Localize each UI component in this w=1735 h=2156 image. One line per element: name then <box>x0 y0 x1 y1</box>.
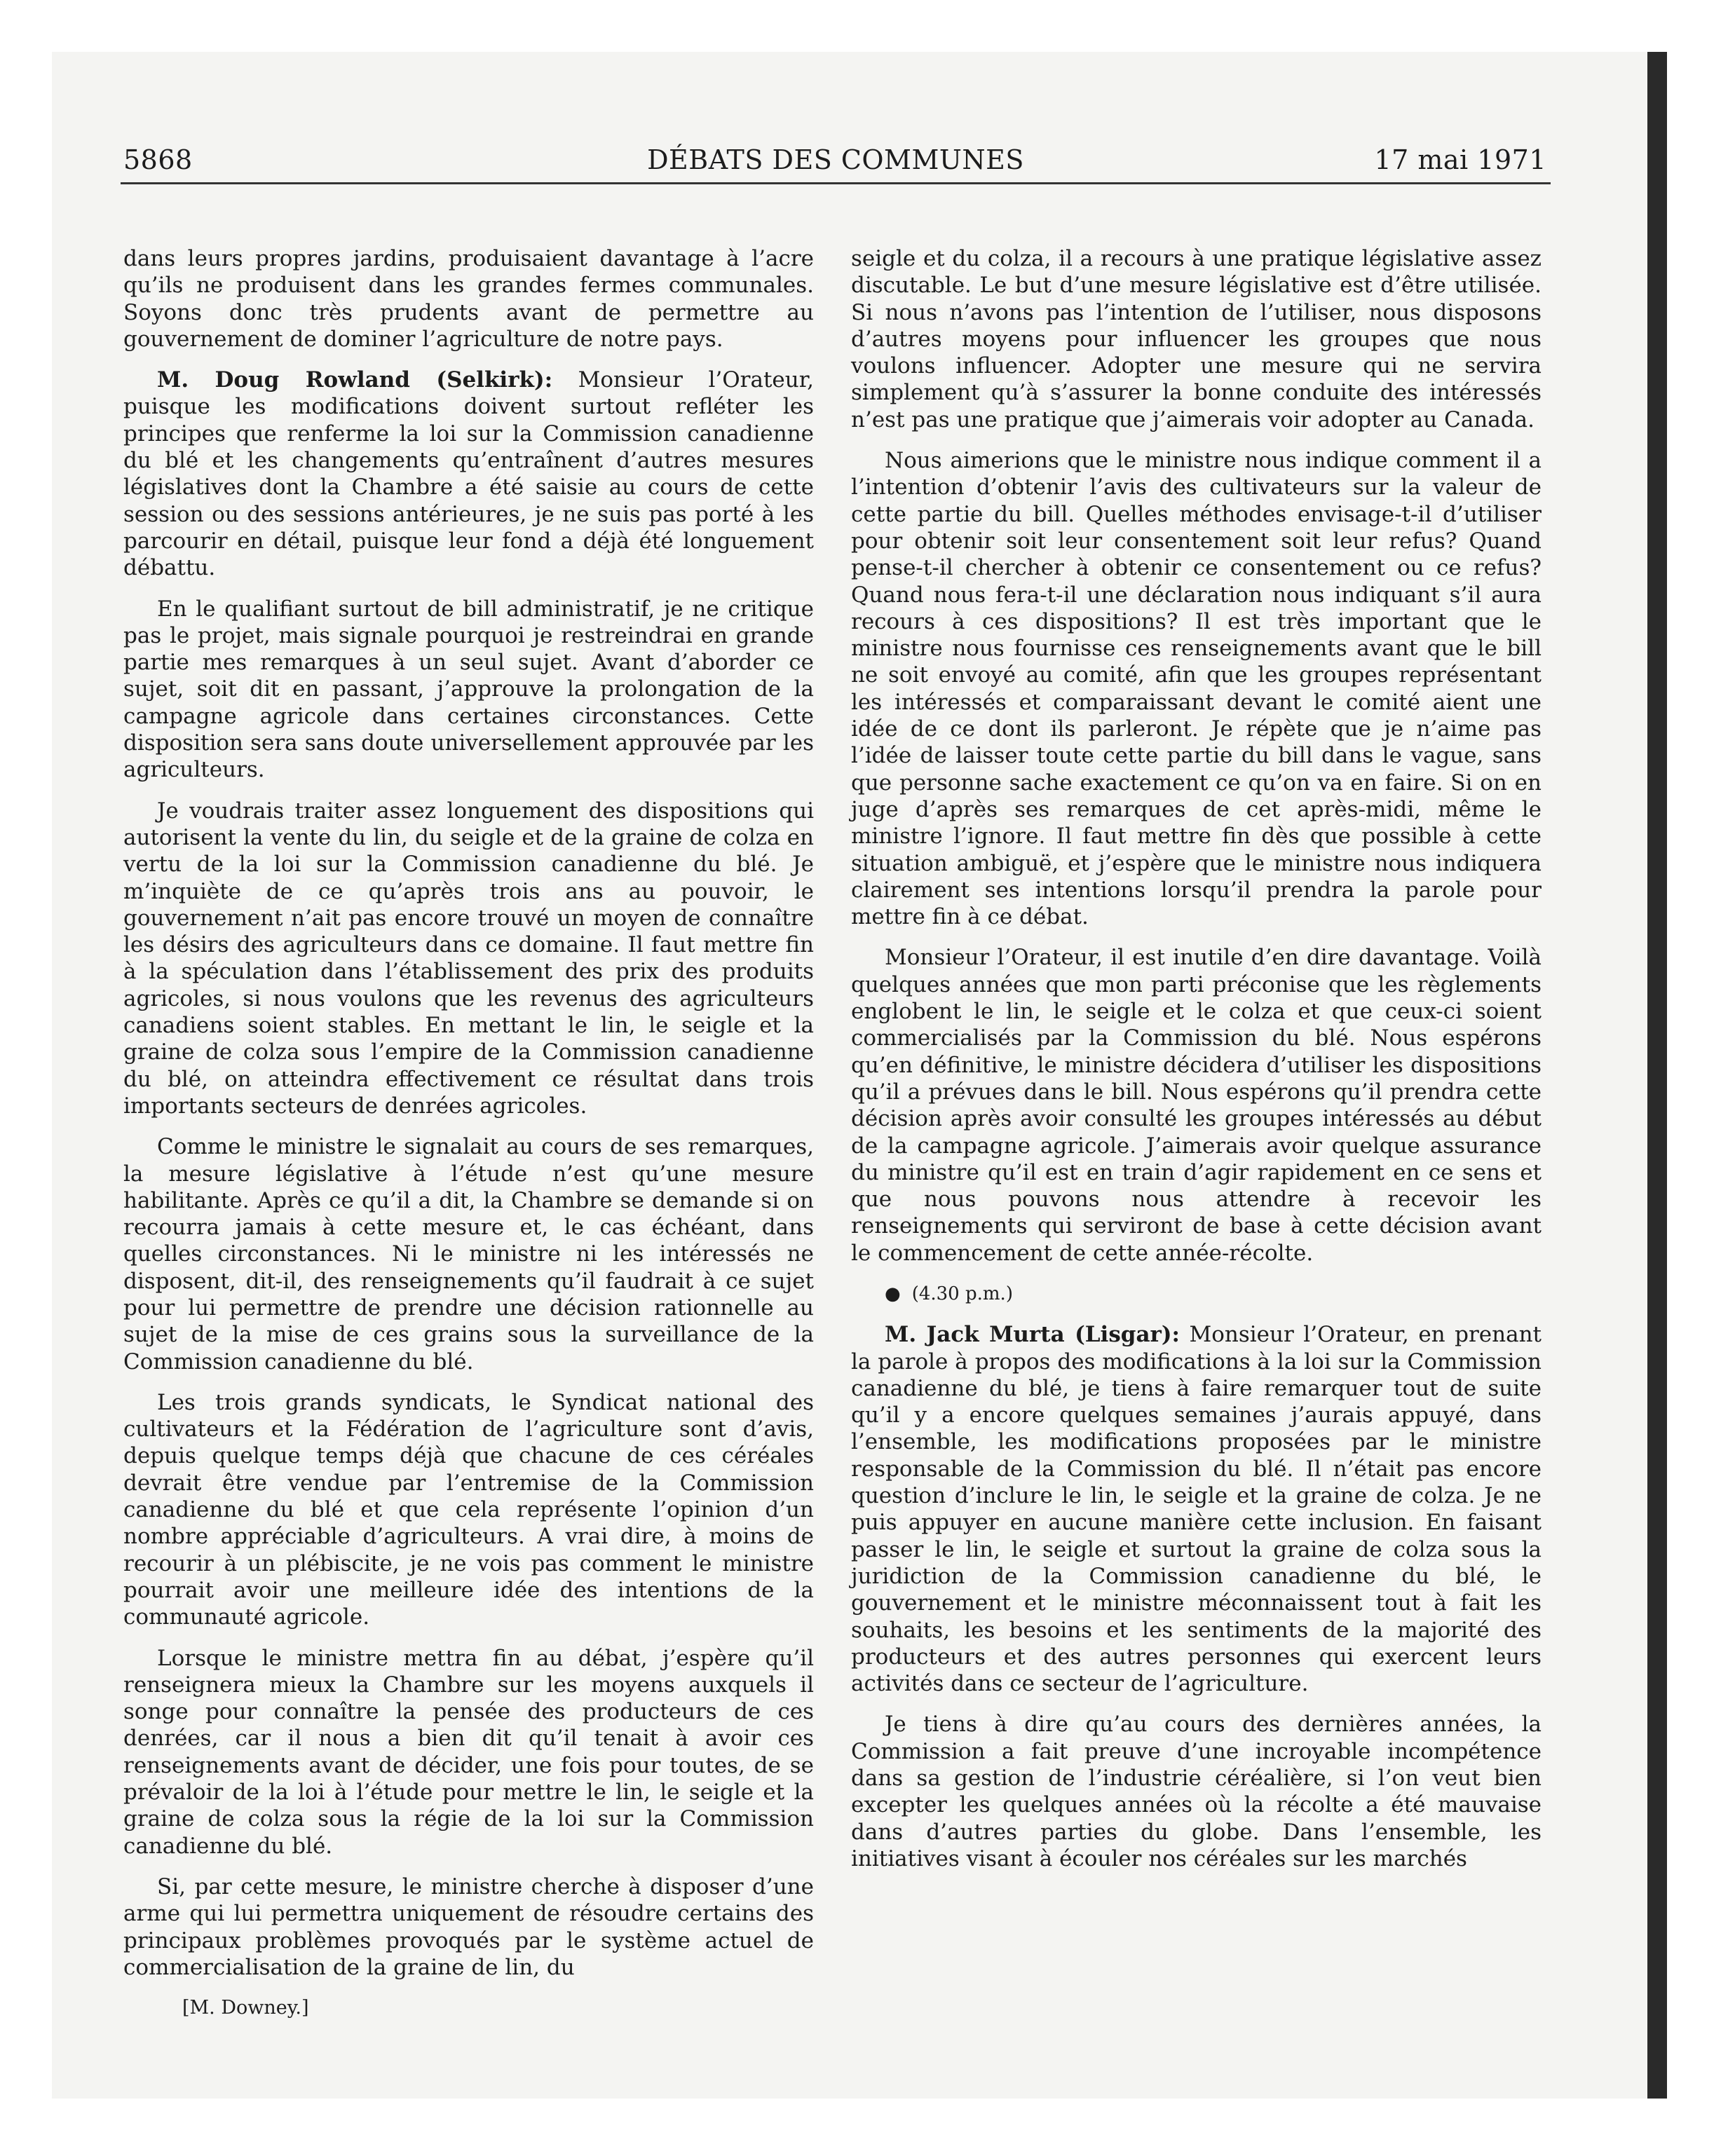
publication-title: DÉBATS DES COMMUNES <box>647 144 1024 175</box>
speech-paragraph <box>851 1321 1542 1697</box>
speaker-name: M. Doug Rowland (Selkirk): <box>157 367 553 393</box>
paragraph: Lorsque le ministre mettra fin au débat, j’espère qu’il renseignera mieux la Chambre sur les moyens auxquels il songe pour connaître la pensée des producteurs de ces denrées, car il nous a bien dit qu’il tenait à avoir ces renseignements avant de décider, une fois pour toutes, de se prévaloir de la loi à l’étude pour mettre le lin, le seigle et la graine de colza sous la régie de la loi sur la Commission canadienne du blé. <box>123 1645 814 1859</box>
page-date: 17 mai 1971 <box>1374 144 1546 175</box>
timestamp: (4.30 p.m.) <box>911 1283 1013 1304</box>
paragraph: Comme le ministre le signalait au cours de ses remarques, la mesure législative à l’étude n’est qu’une mesure habilitante. Après ce qu’il a dit, la Chambre se demande si on recourra jamais à cette mesure et, le cas échéant, dans quelles circonstances. Ni le ministre ni les intéressés ne disposent, dit-il, des renseignements qu’il faudrait à ce sujet pour lui permettre de prendre une décision rationnelle au sujet de la mise de ces grains sous la surveillance de la Commission canadienne du blé. <box>123 1134 814 1374</box>
page-number: 5868 <box>123 144 193 175</box>
speaker-name: M. Jack Murta (Lisgar): <box>885 1322 1180 1348</box>
paragraph: Nous aimerions que le ministre nous indique comment il a l’intention d’obtenir l’avis des cultivateurs sur la valeur de cette partie du bill. Quelles méthodes envisage-t-il d’utiliser pour obtenir soit leur consentement soit leur refus? Quand pense-t-il chercher à obtenir ce consentement ou ce refus? Quand nous fera-t-il une déclaration nous indiquant s’il aura recours à ces dispositions? Il est très important que le ministre nous fournisse ces renseignements avant que le bill ne soit envoyé au comité, afin que les groupes représentant les intéressés et comparaissant devant le comité aient une idée de ce dont ils parleront. Je répète que je n’aime pas l’idée de laisser toute cette partie du bill dans le vague, sans que personne sache exactement ce qu’on va en faire. Si on en juge d’après ses remarques de cet après-midi, même le ministre l’ignore. Il faut mettre fin dès que possible à cette situation ambiguë, et j’espère que le ministre nous indiquera clairement ses intentions lorsqu’il prendra la parole pour mettre fin à ce débat. <box>851 448 1542 930</box>
paragraph: Les trois grands syndicats, le Syndicat national des cultivateurs et la Fédération de l’agriculture sont d’avis, depuis quelque temps déjà que chacune de ces céréales devrait être vendue par l’entremise de la Commission canadienne du blé et que cela représente l’opinion d’un nombre appréciable d’agriculteurs. A vrai dire, à moins de recourir à un plébiscite, je ne vois pas comment le ministre pourrait avoir une meilleure idée des intentions de la communauté agricole. <box>123 1389 814 1630</box>
paragraph: Je voudrais traiter assez longuement des dispositions qui autorisent la vente du lin, du seigle et de la graine de colza en vertu de la loi sur la Commission canadienne du blé. Je m’inquiète de ce qu’après trois ans au pouvoir, le gouvernement n’ait pas encore trouvé un moyen de connaître les désirs des agriculteurs dans ce domaine. Il faut mettre fin à la spéculation dans l’établissement des prix des produits agricoles, si nous voulons que les revenus des agriculteurs canadiens soient stables. En mettant le lin, le seigle et la graine de colza sous l’empire de la Commission canadienne du blé, on atteindra effectivement ce résultat dans trois importants secteurs de denrées agricoles. <box>123 798 814 1119</box>
right-column <box>851 245 1542 1886</box>
page-header <box>121 143 1551 184</box>
scan-border-edge <box>1647 52 1667 2099</box>
bullet-dot-icon: ● <box>885 1283 901 1304</box>
timestamp-line <box>851 1281 1542 1307</box>
paragraph: En le qualifiant surtout de bill administratif, je ne critique pas le projet, mais signale pourquoi je restreindrai en grande partie mes remarques à un seul sujet. Avant d’aborder ce sujet, soit dit en passant, j’approuve la prolongation de la campagne agricole dans certaines circonstances. Cette disposition sera sans doute universellement approuvée par les agriculteurs. <box>123 596 814 783</box>
paragraph: Monsieur l’Orateur, il est inutile d’en dire davantage. Voilà quelques années que mon parti préconise que les règlements englobent le lin, le seigle et le colza et que ceux-ci soient commercialisés par la Commission du blé. Nous espérons qu’en définitive, le ministre décidera d’utiliser les dispositions qu’il a prévues dans le bill. Nous espérons qu’il prendra cette décision après avoir consulté les groupes intéressés au début de la campagne agricole. J’aimerais avoir quelque assurance du ministre qu’il est en train d’agir rapidement en ce sens et que nous pouvons nous attendre à recevoir les renseignements qui serviront de base à cette décision avant le commencement de cette année-récolte. <box>851 945 1542 1266</box>
footer-note: [M. Downey.] <box>182 1997 309 2019</box>
left-column <box>123 245 814 2035</box>
paragraph: seigle et du colza, il a recours à une pratique législative assez discutable. Le but d’une mesure législative est d’être utilisée. Si nous n’avons pas l’intention de l’utiliser, nous disposons d’autres moyens pour influencer les groupes que nous voulons influencer. Adopter une mesure qui ne servira simplement qu’à s’assurer la bonne conduite des intéressés n’est pas une pratique que j’aimerais voir adopter au Canada. <box>851 246 1542 432</box>
paragraph: Si, par cette mesure, le ministre cherche à disposer d’une arme qui lui permettra uniquement de résoudre certains des principaux problèmes provoqués par le système actuel de commercialisation de la graine de lin, du <box>123 1874 814 1980</box>
speech-text: Monsieur l’Orateur, puisque les modifications doivent surtout refléter les principes que renferme la loi sur la Commission canadienne du blé et les changements qu’entraînent d’autres mesures législatives dont la Chambre a été saisie au cours de cette session ou des sessions antérieures, je ne suis pas porté à les parcourir en détail, puisque leur fond a déjà été longuement débattu. <box>123 367 814 581</box>
speech-paragraph <box>123 367 814 581</box>
paragraph: dans leurs propres jardins, produisaient davantage à l’acre qu’ils ne produisent dans les grandes fermes communales. Soyons donc très prudents avant de permettre au gouvernement de dominer l’agriculture de notre pays. <box>123 246 814 352</box>
paragraph: Je tiens à dire qu’au cours des dernières années, la Commission a fait preuve d’une incroyable incompétence dans sa gestion de l’industrie céréalière, si l’on veut bien excepter les quelques années où la récolte a été mauvaise dans d’autres parties du globe. Dans l’ensemble, les initiatives visant à écouler nos céréales sur les marchés <box>851 1712 1542 1871</box>
speech-text: Monsieur l’Orateur, en prenant la parole à propos des modifications à la loi sur la Commission canadienne du blé, je tiens à faire remarquer tout de suite qu’il y a encore quelques semaines j’aurais appuyé, dans l’ensemble, les modifications proposées par le ministre responsable de la Commission du blé. Il n’était pas encore question d’inclure le lin, le seigle et la graine de colza. Je ne puis appuyer en aucune manière cette inclusion. En faisant passer le lin, le seigle et surtout la graine de colza sous la juridiction de la Commission canadienne du blé, le gouvernement et le ministre méconnaissent tout à fait les souhaits, les besoins et les sentiments de la majorité des producteurs et des autres personnes qui exercent leurs activités dans ce secteur de l’agriculture. <box>851 1322 1542 1697</box>
